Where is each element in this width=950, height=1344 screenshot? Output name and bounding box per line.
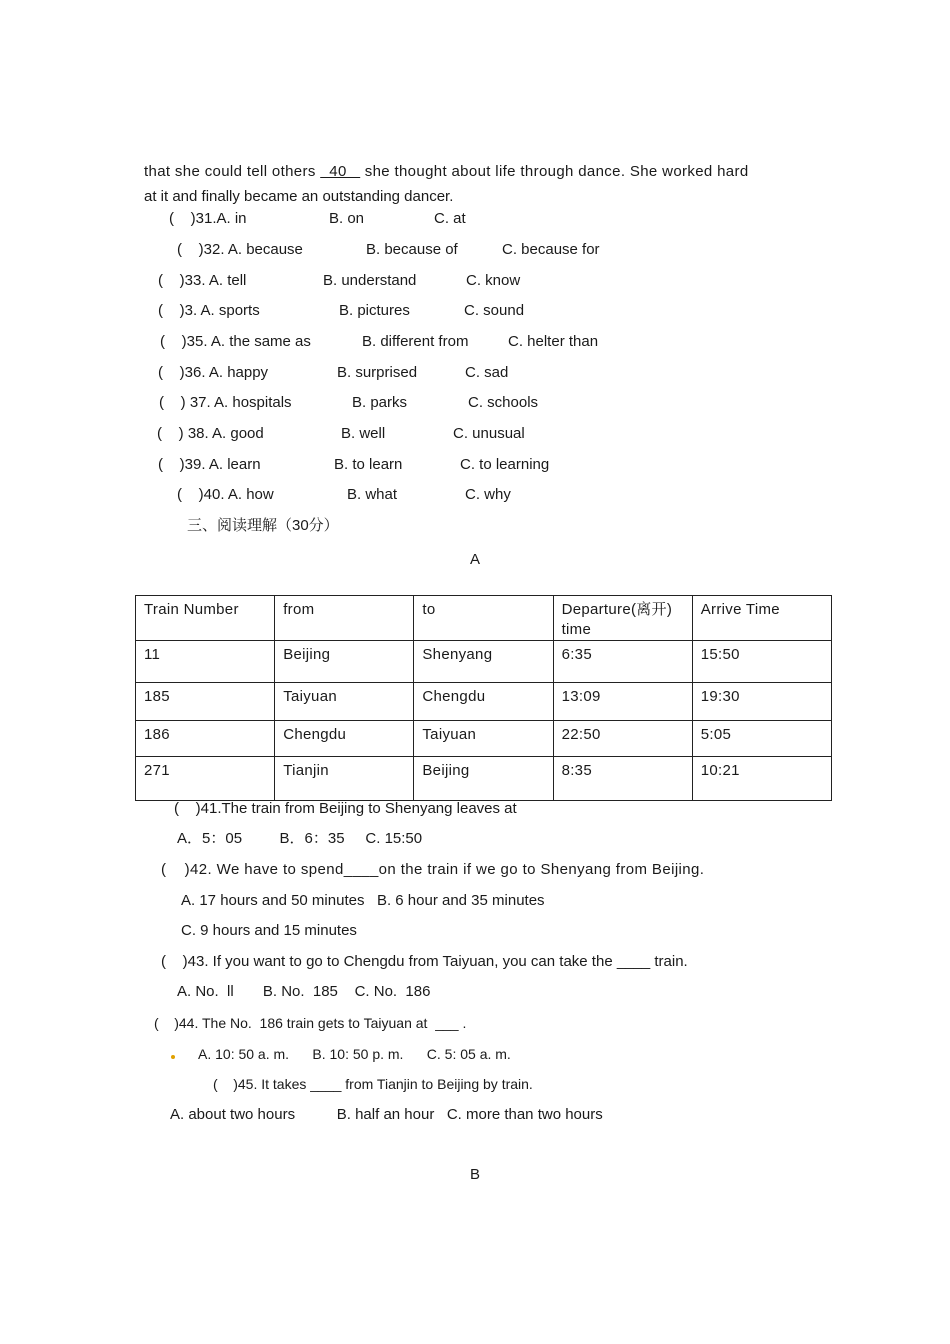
passage-line-2: at it and finally became an outstanding dancer. (144, 188, 454, 205)
part-a-heading: A (470, 551, 481, 568)
table-header-row (136, 596, 832, 641)
table-row (136, 721, 832, 757)
option-a: ( )35. A. the same as (160, 333, 311, 350)
option-b: B. pictures (339, 302, 410, 319)
question-41: ( )41.The train from Beijing to Shenyang leaves at (174, 800, 517, 817)
decorative-dot (171, 1055, 175, 1059)
cell: Taiyuan (414, 721, 553, 757)
passage-text: she thought about life through dance. She worked hard (360, 163, 749, 180)
cell: 8:35 (553, 757, 692, 801)
option-b: B. understand (323, 272, 417, 289)
option-a: ( )39. A. learn (158, 456, 261, 473)
question-42-options-1: A. 17 hours and 50 minutes B. 6 hour and 35 minutes (181, 892, 545, 909)
cell: 10:21 (692, 757, 831, 801)
cell: 185 (136, 683, 275, 721)
cell: 271 (136, 757, 275, 801)
option-a: ( ) 37. A. hospitals (159, 394, 292, 411)
option-b: B. what (347, 486, 398, 503)
cell: Shenyang (414, 641, 553, 683)
option-a: ( )31.A. in (169, 210, 247, 227)
question-41-options: A．5：05 B．6：35 C. 15:50 (177, 830, 423, 847)
option-c: C. know (466, 272, 521, 289)
option-b: B. parks (352, 394, 408, 411)
option-a: ( )40. A. how (177, 486, 274, 503)
cell: 13:09 (553, 683, 692, 721)
cell: Tianjin (275, 757, 414, 801)
cell: 5:05 (692, 721, 831, 757)
option-b: B. well (341, 425, 386, 442)
option-a: ( )33. A. tell (158, 272, 247, 289)
part-b-heading: B (470, 1166, 481, 1183)
question-45: ( )45. It takes ____ from Tianjin to Beijing by train. (213, 1076, 533, 1092)
option-c: C. sound (464, 302, 525, 319)
passage-line-1 (144, 163, 749, 181)
option-b: B. surprised (337, 364, 418, 381)
cell: 15:50 (692, 641, 831, 683)
option-c: C. helter than (508, 333, 599, 350)
cell: Beijing (275, 641, 414, 683)
question-44: ( )44. The No. 186 train gets to Taiyuan at ___ . (154, 1015, 467, 1031)
option-c: C. because for (502, 241, 600, 258)
option-c: C. sad (465, 364, 509, 381)
option-c: C. unusual (453, 425, 525, 442)
option-a: ( )36. A. happy (158, 364, 269, 381)
header-to: to (414, 596, 553, 641)
option-a: ( ) 38. A. good (157, 425, 264, 442)
option-a: ( )3. A. sports (158, 302, 260, 319)
question-43-options: A. No. ll B. No. 185 C. No. 186 (177, 983, 431, 1000)
cell: 19:30 (692, 683, 831, 721)
option-c: C. schools (468, 394, 539, 411)
cell: 6:35 (553, 641, 692, 683)
cell: 22:50 (553, 721, 692, 757)
option-c: C. why (465, 486, 511, 503)
train-schedule-table (135, 595, 832, 801)
option-b: B. to learn (334, 456, 403, 473)
question-42: ( )42. We have to spend____on the train if we go to Shenyang from Beijing. (161, 861, 705, 878)
cell: Beijing (414, 757, 553, 801)
question-44-options: A. 10: 50 a. m. B. 10: 50 p. m. C. 5: 05 a. m. (198, 1046, 511, 1062)
option-a: ( )32. A. because (177, 241, 303, 258)
question-45-options: A. about two hours B. half an hour C. more than two hours (170, 1106, 603, 1123)
cell: 11 (136, 641, 275, 683)
header-from: from (275, 596, 414, 641)
option-b: B. on (329, 210, 365, 227)
cell: Chengdu (414, 683, 553, 721)
option-b: B. because of (366, 241, 458, 258)
table-row (136, 683, 832, 721)
option-c: C. at (434, 210, 466, 227)
table-row (136, 641, 832, 683)
header-departure: Departure(离开) time (553, 596, 692, 641)
blank-40: 40 (320, 163, 361, 180)
question-42-options-2: C. 9 hours and 15 minutes (181, 922, 357, 939)
table-row (136, 757, 832, 801)
option-b: B. different from (362, 333, 469, 350)
header-train-number: Train Number (136, 596, 275, 641)
section-title: 三、阅读理解（30分） (187, 517, 339, 534)
cell: Chengdu (275, 721, 414, 757)
cell: 186 (136, 721, 275, 757)
option-c: C. to learning (460, 456, 550, 473)
question-43: ( )43. If you want to go to Chengdu from Taiyuan, you can take the ____ train. (161, 953, 688, 970)
passage-text: that she could tell others (144, 163, 321, 180)
header-arrive: Arrive Time (692, 596, 831, 641)
cell: Taiyuan (275, 683, 414, 721)
